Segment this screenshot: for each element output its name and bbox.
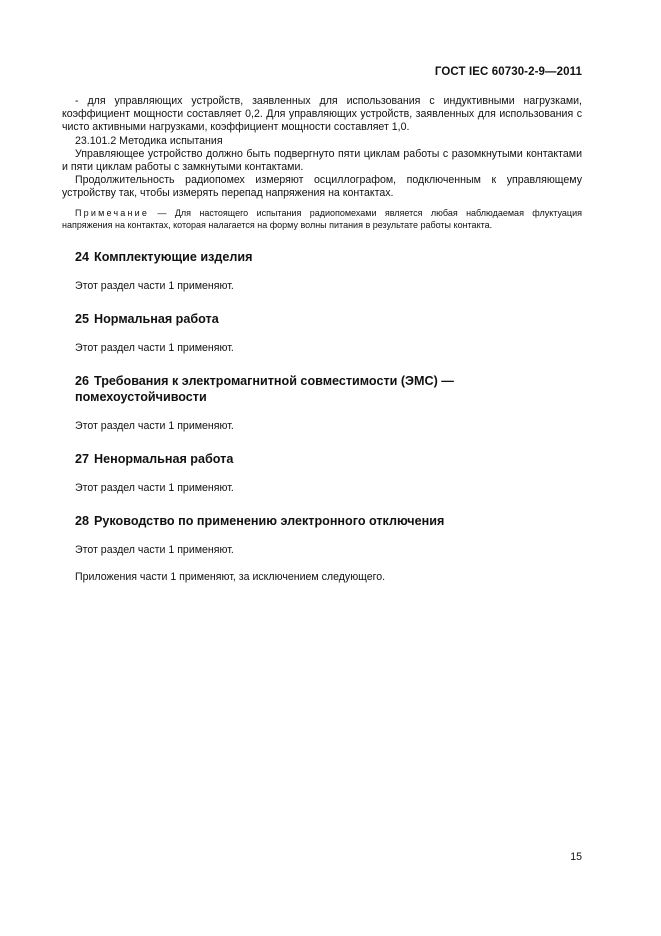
section-25-text: Этот раздел части 1 применяют. <box>75 342 234 355</box>
section-heading: Требования к электромагнитной совместимости (ЭМС) — помехоустойчивости <box>75 374 454 405</box>
paragraph-power-factor: - для управляющих устройств, заявленных для использования с индуктивными нагрузками, коэффициент мощности составляет 0,2. Для управляющих устройств, заявленных для использования с чисто активными нагрузками, коэффициент мощности составляет 1,0. <box>62 95 582 134</box>
paragraph-test-cycles: Управляющее устройство должно быть подвергнуто пяти циклам работы с разомкнутыми контактами и пяти циклам работы с замкнутыми контактами. <box>62 147 582 174</box>
document-header: ГОСТ IEC 60730-2-9—2011 <box>434 66 582 78</box>
section-heading: Руководство по применению электронного отключения <box>94 514 445 529</box>
section-heading: Ненормальная работа <box>94 452 234 467</box>
note-text: — Для настоящего испытания радиопомехами является любая наблюдаемая флуктуация напряжения на контактах, которая налагается на форму волны питания в результате работы контакта. <box>62 207 582 231</box>
section-number: 27 <box>75 452 90 467</box>
section-27-text: Этот раздел части 1 применяют. <box>75 482 234 495</box>
page-number: 15 <box>570 851 582 863</box>
section-28-title <box>75 513 582 529</box>
section-number: 24 <box>75 250 90 265</box>
section-heading: Комплектующие изделия <box>94 250 253 265</box>
section-number: 28 <box>75 514 90 529</box>
section-number: 25 <box>75 312 90 327</box>
note <box>62 207 582 232</box>
section-25-title <box>75 311 582 327</box>
clause-heading-test-method: 23.101.2 Методика испытания <box>75 134 223 147</box>
note-label: Примечание <box>75 207 150 218</box>
annexes-statement: Приложения части 1 применяют, за исключением следующего. <box>75 571 386 584</box>
section-24-text: Этот раздел части 1 применяют. <box>75 280 234 293</box>
section-28-text: Этот раздел части 1 применяют. <box>75 544 234 557</box>
section-heading: Нормальная работа <box>94 312 219 327</box>
section-26-title <box>75 373 582 405</box>
section-27-title <box>75 451 582 467</box>
section-number: 26 <box>75 374 90 389</box>
document-body <box>62 95 582 584</box>
paragraph-oscilloscope: Продолжительность радиопомех измеряют осциллографом, подключенным к управляющему устройству так, чтобы измерять перепад напряжения на контактах. <box>62 174 582 200</box>
section-26-text: Этот раздел части 1 применяют. <box>75 420 234 433</box>
section-24-title <box>75 249 582 265</box>
